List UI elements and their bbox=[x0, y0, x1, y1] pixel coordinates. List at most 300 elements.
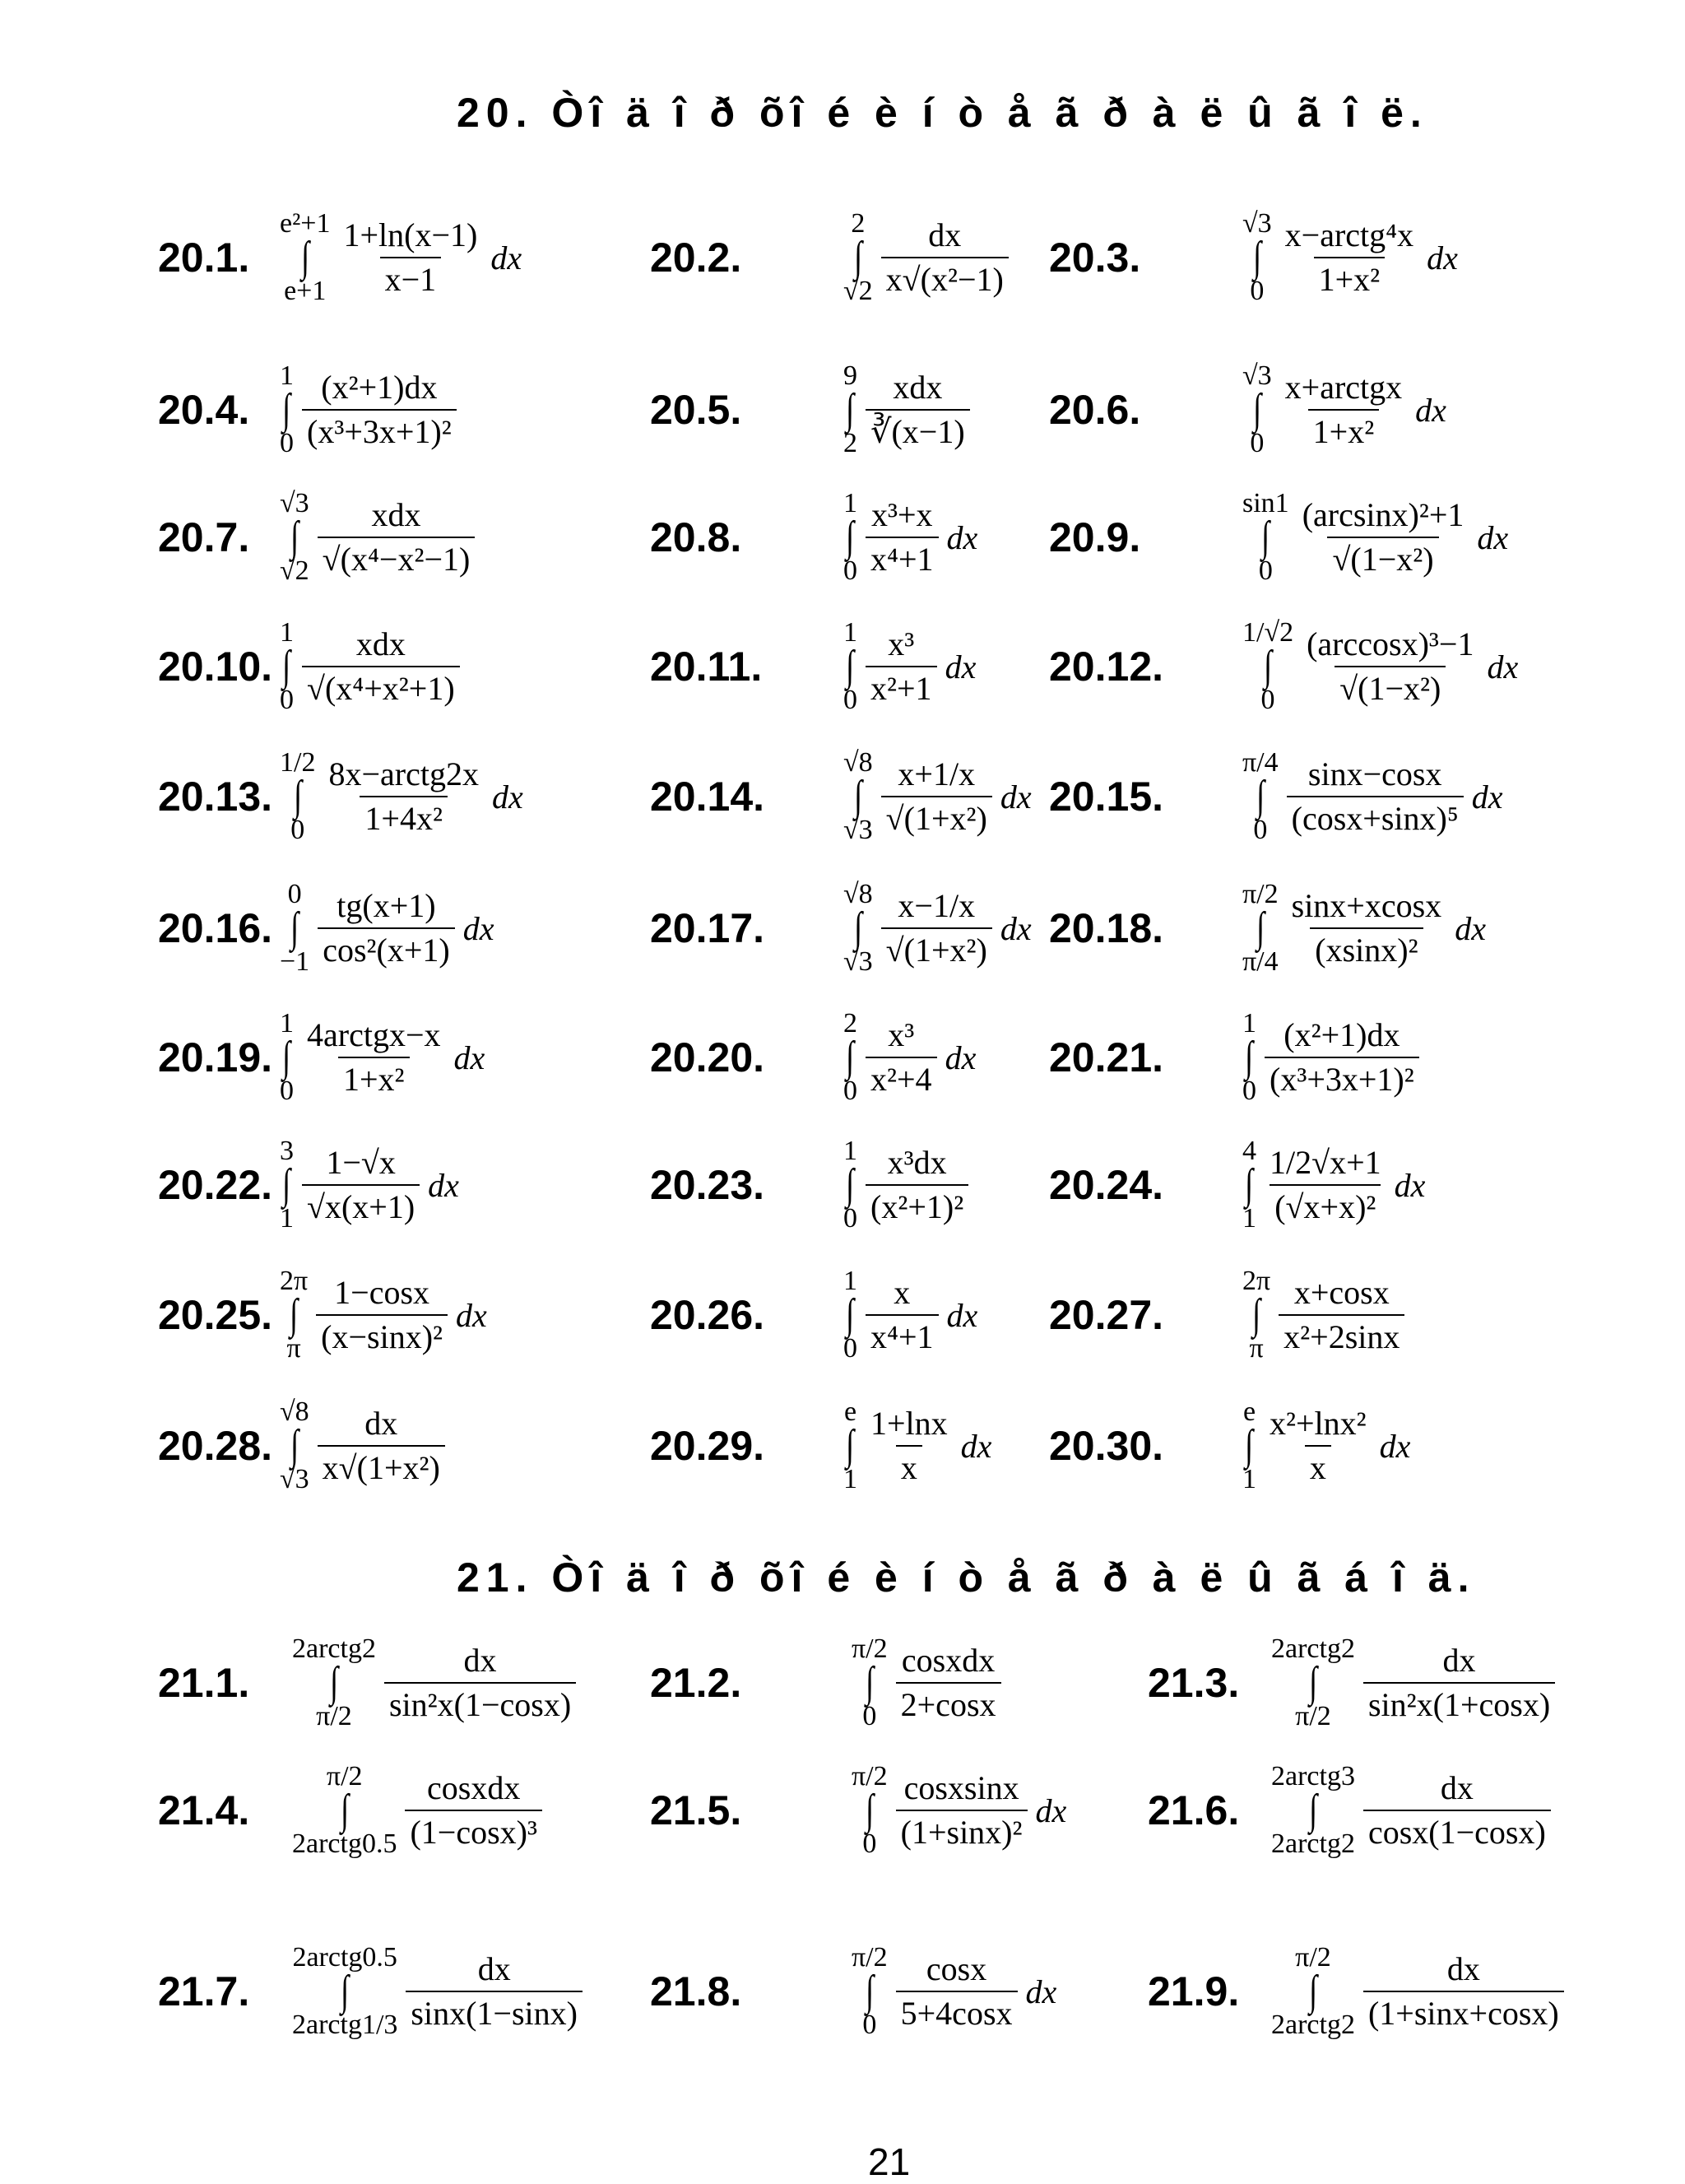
numerator: cosxsinx bbox=[903, 1769, 1019, 1806]
differential: dx bbox=[1379, 1427, 1411, 1465]
integral-formula bbox=[1242, 862, 1486, 994]
upper-limit: 1/2 bbox=[280, 746, 316, 778]
numerator: (arcsinx)²+1 bbox=[1302, 496, 1465, 533]
problem-number: 20.16. bbox=[158, 905, 273, 951]
integral-sign-icon: ∫ bbox=[1245, 1421, 1254, 1469]
integral-limits bbox=[280, 748, 315, 845]
integral-formula bbox=[1242, 731, 1503, 862]
problem-number: 20.28. bbox=[158, 1423, 273, 1469]
section-20-heading: 20. Òî ä î ð õî é è í ò å ã ð à ë û ã î ë. bbox=[457, 90, 1428, 136]
integral-sign-icon: ∫ bbox=[1264, 642, 1273, 690]
lower-limit: √3 bbox=[843, 815, 873, 846]
problem-number: 20.12. bbox=[1049, 644, 1164, 690]
denominator: x⁴+1 bbox=[866, 537, 939, 578]
problem-number: 20.29. bbox=[650, 1423, 765, 1469]
integral-sign-icon: ∫ bbox=[865, 1786, 874, 1833]
upper-limit: √8 bbox=[280, 1396, 309, 1427]
problem-number: 20.7. bbox=[158, 514, 250, 560]
integral-sign-icon: ∫ bbox=[1256, 904, 1265, 951]
integral-formula bbox=[843, 1380, 991, 1512]
fraction bbox=[1297, 497, 1469, 578]
numerator: x bbox=[894, 1274, 911, 1311]
numerator: x+arctgx bbox=[1284, 369, 1403, 406]
integral-formula bbox=[280, 472, 483, 603]
denominator: x bbox=[1305, 1445, 1331, 1486]
integral-sign-icon: ∫ bbox=[853, 772, 862, 820]
denominator: sin²x(1−cosx) bbox=[384, 1682, 576, 1723]
integral-limits bbox=[843, 748, 873, 845]
problem-number: 20.18. bbox=[1049, 905, 1164, 951]
lower-limit: √3 bbox=[280, 1464, 309, 1495]
fraction bbox=[318, 1406, 445, 1486]
integral-limits bbox=[280, 880, 309, 977]
lower-limit: 0 bbox=[843, 1203, 857, 1234]
upper-limit: 2π bbox=[1242, 1265, 1271, 1296]
lower-limit: 0 bbox=[1258, 555, 1273, 587]
denominator: √(1+x²) bbox=[881, 927, 992, 969]
problem-number: 20.1. bbox=[158, 235, 250, 281]
problem-number: 20.2. bbox=[650, 235, 742, 281]
fraction bbox=[896, 1951, 1018, 2032]
denominator: √(x⁴+x²+1) bbox=[302, 666, 460, 707]
integral-sign-icon: ∫ bbox=[282, 642, 291, 690]
upper-limit: π/2 bbox=[852, 1633, 888, 1664]
upper-limit: π/2 bbox=[852, 1941, 888, 1973]
upper-limit: 9 bbox=[843, 360, 857, 391]
integral-limits bbox=[280, 1397, 309, 1494]
integral-limits bbox=[280, 1266, 308, 1364]
integral-limits bbox=[852, 1943, 888, 2040]
integral-sign-icon: ∫ bbox=[341, 1967, 350, 2014]
numerator: (x²+1)dx bbox=[321, 369, 438, 406]
numerator: (arccosx)³−1 bbox=[1307, 625, 1474, 662]
fraction bbox=[1287, 888, 1447, 969]
denominator: cosx(1−cosx) bbox=[1363, 1810, 1551, 1851]
fraction bbox=[1363, 1951, 1564, 2032]
integral-limits bbox=[1271, 1634, 1355, 1731]
differential: dx bbox=[1455, 909, 1486, 947]
integral-sign-icon: ∫ bbox=[1245, 1033, 1254, 1080]
integral-formula bbox=[1271, 1617, 1563, 1749]
denominator: 5+4cosx bbox=[896, 1991, 1018, 2032]
upper-limit: π/4 bbox=[1242, 746, 1279, 778]
denominator: 1+4x² bbox=[360, 796, 448, 837]
fraction bbox=[866, 1275, 939, 1355]
lower-limit: π/4 bbox=[1242, 946, 1279, 978]
denominator: (√x+x)² bbox=[1270, 1184, 1381, 1225]
lower-limit: 0 bbox=[843, 1076, 857, 1107]
differential: dx bbox=[945, 648, 977, 685]
problem-number: 20.20. bbox=[650, 1034, 765, 1080]
fraction bbox=[1280, 217, 1418, 298]
lower-limit: 0 bbox=[1250, 276, 1265, 307]
integral-formula bbox=[852, 1617, 1010, 1749]
differential: dx bbox=[946, 518, 978, 556]
denominator: √(x⁴−x²−1) bbox=[318, 537, 476, 578]
integral-formula bbox=[292, 1745, 550, 1876]
integral-formula bbox=[280, 1380, 453, 1512]
integral-sign-icon: ∫ bbox=[1245, 1160, 1254, 1208]
lower-limit: 2arctg1/3 bbox=[292, 2010, 398, 2041]
lower-limit: 2 bbox=[843, 428, 857, 459]
differential: dx bbox=[1471, 778, 1503, 816]
lower-limit: √3 bbox=[843, 946, 873, 978]
numerator: dx bbox=[364, 1405, 398, 1442]
upper-limit: π/2 bbox=[1242, 878, 1279, 909]
integral-formula bbox=[1242, 344, 1446, 476]
integral-limits bbox=[843, 489, 857, 586]
problem-number: 20.4. bbox=[158, 387, 250, 433]
problem-number: 21.2. bbox=[650, 1660, 742, 1706]
problem-number: 20.17. bbox=[650, 905, 765, 951]
denominator: x²+1 bbox=[866, 666, 937, 707]
upper-limit: 2arctg3 bbox=[1271, 1760, 1355, 1791]
differential: dx bbox=[1000, 909, 1032, 947]
upper-limit: 1 bbox=[280, 1007, 294, 1039]
denominator: √(1−x²) bbox=[1327, 537, 1438, 578]
fraction bbox=[866, 626, 937, 707]
fraction bbox=[1363, 1770, 1551, 1851]
numerator: dx bbox=[1442, 1642, 1476, 1679]
fraction bbox=[1265, 1145, 1386, 1225]
integral-sign-icon: ∫ bbox=[1261, 513, 1270, 560]
denominator: ∛(x−1) bbox=[866, 409, 970, 450]
integral-sign-icon: ∫ bbox=[282, 1160, 291, 1208]
lower-limit: 2arctg2 bbox=[1271, 1829, 1355, 1860]
upper-limit: √8 bbox=[843, 878, 873, 909]
differential: dx bbox=[491, 778, 523, 816]
numerator: xdx bbox=[371, 496, 421, 533]
fraction bbox=[896, 1643, 1001, 1723]
integral-sign-icon: ∫ bbox=[340, 1786, 349, 1833]
numerator: 1−√x bbox=[326, 1144, 396, 1181]
integral-sign-icon: ∫ bbox=[1308, 1786, 1317, 1833]
integral-limits bbox=[1242, 748, 1279, 845]
numerator: x+cosx bbox=[1293, 1274, 1390, 1311]
lower-limit: 0 bbox=[1242, 1076, 1256, 1107]
problem-number: 21.8. bbox=[650, 1968, 742, 2014]
integral-limits bbox=[1242, 361, 1272, 458]
upper-limit: 1 bbox=[843, 616, 857, 648]
denominator: (x³+3x+1)² bbox=[302, 409, 457, 450]
integral-limits bbox=[1242, 880, 1279, 977]
integral-limits bbox=[843, 361, 857, 458]
numerator: x³ bbox=[888, 1016, 915, 1053]
integral-limits bbox=[1271, 1943, 1355, 2040]
integral-sign-icon: ∫ bbox=[1308, 1967, 1317, 2014]
differential: dx bbox=[1035, 1791, 1067, 1829]
denominator: x√(1+x²) bbox=[318, 1445, 445, 1486]
differential: dx bbox=[462, 909, 494, 947]
fraction bbox=[338, 217, 482, 298]
integral-formula bbox=[280, 731, 523, 862]
upper-limit: 0 bbox=[287, 878, 302, 909]
page-number: 21 bbox=[868, 2140, 911, 2183]
fraction bbox=[1279, 1275, 1404, 1355]
integral-limits bbox=[1242, 1136, 1256, 1234]
denominator: (x³+3x+1)² bbox=[1265, 1057, 1419, 1098]
lower-limit: 1 bbox=[843, 1464, 857, 1495]
differential: dx bbox=[960, 1427, 992, 1465]
fraction bbox=[896, 1770, 1028, 1851]
problem-number: 20.21. bbox=[1049, 1034, 1164, 1080]
numerator: tg(x+1) bbox=[337, 887, 436, 924]
integral-limits bbox=[1242, 1266, 1270, 1364]
integral-formula bbox=[280, 344, 465, 476]
denominator: x−1 bbox=[380, 257, 442, 298]
problem-number: 20.9. bbox=[1049, 514, 1141, 560]
lower-limit: 0 bbox=[1253, 815, 1268, 846]
differential: dx bbox=[1487, 648, 1519, 685]
fraction bbox=[323, 756, 484, 837]
differential: dx bbox=[456, 1296, 487, 1334]
problem-number: 20.8. bbox=[650, 514, 742, 560]
fraction bbox=[881, 888, 992, 969]
numerator: x−1/x bbox=[898, 887, 976, 924]
differential: dx bbox=[1000, 778, 1032, 816]
integral-formula bbox=[843, 192, 1017, 323]
integral-limits bbox=[843, 1266, 857, 1364]
fraction bbox=[302, 1017, 446, 1098]
fraction bbox=[1265, 1017, 1419, 1098]
problem-number: 21.3. bbox=[1148, 1660, 1240, 1706]
fraction bbox=[318, 497, 476, 578]
numerator: x−arctg⁴x bbox=[1284, 216, 1414, 253]
problem-number: 20.23. bbox=[650, 1162, 765, 1208]
integral-sign-icon: ∫ bbox=[1252, 385, 1261, 433]
integral-sign-icon: ∫ bbox=[300, 233, 309, 281]
denominator: √(1−x²) bbox=[1335, 666, 1446, 707]
integral-formula bbox=[843, 472, 977, 603]
denominator: x√(x²−1) bbox=[881, 257, 1009, 298]
differential: dx bbox=[1415, 391, 1446, 429]
integral-limits bbox=[843, 209, 873, 306]
numerator: dx bbox=[928, 216, 962, 253]
integral-sign-icon: ∫ bbox=[1252, 233, 1261, 281]
denominator: 1+x² bbox=[1314, 257, 1386, 298]
fraction bbox=[302, 1145, 420, 1225]
numerator: cosx bbox=[926, 1950, 987, 1987]
lower-limit: 0 bbox=[290, 815, 305, 846]
fraction bbox=[866, 1017, 937, 1098]
integral-limits bbox=[843, 1397, 857, 1494]
differential: dx bbox=[1477, 518, 1509, 556]
integral-limits bbox=[843, 1136, 857, 1234]
lower-limit: e+1 bbox=[284, 276, 327, 307]
lower-limit: 0 bbox=[862, 1829, 877, 1860]
integral-sign-icon: ∫ bbox=[846, 513, 855, 560]
lower-limit: 1 bbox=[1242, 1464, 1256, 1495]
integral-formula bbox=[1242, 601, 1518, 732]
integral-limits bbox=[1271, 1762, 1355, 1859]
integral-formula bbox=[1242, 992, 1427, 1123]
integral-limits bbox=[292, 1762, 397, 1859]
lower-limit: 0 bbox=[862, 1701, 877, 1732]
integral-formula bbox=[852, 1745, 1066, 1876]
problem-number: 20.22. bbox=[158, 1162, 273, 1208]
denominator: 1+x² bbox=[1308, 409, 1380, 450]
numerator: x³dx bbox=[887, 1144, 947, 1181]
numerator: x³ bbox=[888, 625, 915, 662]
integral-sign-icon: ∫ bbox=[1308, 1658, 1317, 1706]
upper-limit: e bbox=[1242, 1396, 1256, 1427]
integral-sign-icon: ∫ bbox=[865, 1967, 874, 2014]
integral-formula bbox=[1271, 1926, 1572, 2057]
lower-limit: 0 bbox=[280, 428, 294, 459]
lower-limit: π/2 bbox=[316, 1701, 352, 1732]
numerator: x²+lnx² bbox=[1270, 1405, 1367, 1442]
problem-number: 20.14. bbox=[650, 774, 765, 820]
lower-limit: 0 bbox=[1250, 428, 1265, 459]
problem-number: 21.7. bbox=[158, 1968, 250, 2014]
differential: dx bbox=[453, 1039, 485, 1076]
denominator: √x(x+1) bbox=[302, 1184, 420, 1225]
problem-number: 20.10. bbox=[158, 644, 273, 690]
upper-limit: 2π bbox=[280, 1265, 309, 1296]
integral-limits bbox=[280, 489, 309, 586]
numerator: 8x−arctg2x bbox=[328, 755, 479, 792]
numerator: sinx+xcosx bbox=[1291, 887, 1442, 924]
problem-number: 21.9. bbox=[1148, 1968, 1240, 2014]
upper-limit: π/2 bbox=[1295, 1941, 1331, 1973]
lower-limit: 0 bbox=[280, 1076, 294, 1107]
upper-limit: 1 bbox=[1242, 1007, 1256, 1039]
integral-formula bbox=[280, 1249, 487, 1381]
problem-number: 21.6. bbox=[1148, 1787, 1240, 1833]
upper-limit: √8 bbox=[843, 746, 873, 778]
integral-sign-icon: ∫ bbox=[293, 772, 302, 820]
integral-sign-icon: ∫ bbox=[282, 385, 291, 433]
differential: dx bbox=[1427, 239, 1458, 276]
problem-number: 21.4. bbox=[158, 1787, 250, 1833]
problem-number: 20.24. bbox=[1049, 1162, 1164, 1208]
integral-sign-icon: ∫ bbox=[853, 233, 862, 281]
fraction bbox=[318, 888, 455, 969]
numerator: 1−cosx bbox=[334, 1274, 430, 1311]
differential: dx bbox=[428, 1166, 459, 1204]
lower-limit: √2 bbox=[280, 555, 309, 587]
differential: dx bbox=[946, 1296, 978, 1334]
numerator: cosxdx bbox=[427, 1769, 521, 1806]
fraction bbox=[316, 1275, 448, 1355]
denominator: sin²x(1+cosx) bbox=[1363, 1682, 1555, 1723]
integral-formula bbox=[843, 1119, 977, 1251]
upper-limit: e bbox=[843, 1396, 857, 1427]
upper-limit: sin1 bbox=[1242, 487, 1289, 518]
upper-limit: 1 bbox=[280, 616, 294, 648]
differential: dx bbox=[945, 1039, 977, 1076]
integral-limits bbox=[843, 880, 873, 977]
problem-number: 20.13. bbox=[158, 774, 273, 820]
numerator: 1+lnx bbox=[870, 1405, 948, 1442]
lower-limit: 0 bbox=[843, 685, 857, 716]
integral-formula bbox=[280, 992, 485, 1123]
fraction bbox=[866, 497, 939, 578]
upper-limit: 2arctg0.5 bbox=[292, 1941, 397, 1973]
fraction bbox=[302, 369, 457, 450]
denominator: (x²+1)² bbox=[866, 1184, 968, 1225]
denominator: (x−sinx)² bbox=[316, 1314, 448, 1355]
upper-limit: 3 bbox=[280, 1135, 294, 1166]
lower-limit: 0 bbox=[280, 685, 294, 716]
integral-sign-icon: ∫ bbox=[846, 1421, 855, 1469]
numerator: x+1/x bbox=[898, 755, 976, 792]
lower-limit: √2 bbox=[843, 276, 873, 307]
upper-limit: 2 bbox=[851, 207, 866, 239]
integral-formula bbox=[280, 1119, 459, 1251]
fraction bbox=[866, 1406, 953, 1486]
integral-formula bbox=[280, 862, 494, 994]
integral-formula bbox=[843, 862, 1032, 994]
numerator: dx bbox=[463, 1642, 497, 1679]
fraction bbox=[866, 369, 970, 450]
fraction bbox=[405, 1770, 542, 1851]
integral-sign-icon: ∫ bbox=[865, 1658, 874, 1706]
lower-limit: π bbox=[286, 1333, 301, 1364]
denominator: x²+4 bbox=[866, 1057, 937, 1098]
lower-limit: 2arctg2 bbox=[1271, 2010, 1355, 2041]
numerator: sinx−cosx bbox=[1307, 755, 1442, 792]
integral-limits bbox=[852, 1634, 888, 1731]
upper-limit: e²+1 bbox=[280, 207, 331, 239]
denominator: cos²(x+1) bbox=[318, 927, 455, 969]
integral-formula bbox=[1242, 1249, 1413, 1381]
denominator: (1−cosx)³ bbox=[405, 1810, 542, 1851]
denominator: x⁴+1 bbox=[866, 1314, 939, 1355]
lower-limit: 1 bbox=[280, 1203, 294, 1234]
integral-formula bbox=[1271, 1745, 1559, 1876]
integral-formula bbox=[292, 1926, 591, 2057]
differential: dx bbox=[490, 239, 522, 276]
differential: dx bbox=[1025, 1973, 1057, 2010]
numerator: 1/2√x+1 bbox=[1270, 1144, 1381, 1181]
lower-limit: 0 bbox=[843, 555, 857, 587]
problem-number: 20.5. bbox=[650, 387, 742, 433]
fraction bbox=[1363, 1643, 1555, 1723]
integral-limits bbox=[280, 618, 294, 715]
upper-limit: √3 bbox=[1242, 207, 1272, 239]
problem-number: 20.25. bbox=[158, 1292, 273, 1338]
fraction bbox=[1265, 1406, 1372, 1486]
integral-sign-icon: ∫ bbox=[853, 904, 862, 951]
fraction bbox=[1280, 369, 1408, 450]
integral-limits bbox=[1242, 489, 1289, 586]
integral-limits bbox=[1242, 1397, 1256, 1494]
integral-limits bbox=[843, 1009, 857, 1106]
integral-limits bbox=[843, 618, 857, 715]
upper-limit: 1/√2 bbox=[1242, 616, 1294, 648]
fraction bbox=[881, 217, 1009, 298]
denominator: (cosx+sinx)⁵ bbox=[1287, 796, 1464, 837]
problem-number: 21.1. bbox=[158, 1660, 250, 1706]
upper-limit: 2 bbox=[843, 1007, 857, 1039]
upper-limit: 1 bbox=[843, 1135, 857, 1166]
numerator: dx bbox=[477, 1950, 511, 1987]
numerator: (x²+1)dx bbox=[1283, 1016, 1400, 1053]
numerator: dx bbox=[1440, 1769, 1474, 1806]
integral-formula bbox=[292, 1617, 584, 1749]
fraction bbox=[1287, 756, 1464, 837]
upper-limit: 1 bbox=[843, 487, 857, 518]
integral-formula bbox=[1242, 1380, 1410, 1512]
integral-limits bbox=[1242, 209, 1272, 306]
fraction bbox=[866, 1145, 968, 1225]
integral-formula bbox=[843, 344, 978, 476]
fraction bbox=[881, 756, 992, 837]
integral-limits bbox=[1242, 1009, 1256, 1106]
denominator: (xsinx)² bbox=[1310, 927, 1423, 969]
denominator: sinx(1−sinx) bbox=[406, 1991, 583, 2032]
